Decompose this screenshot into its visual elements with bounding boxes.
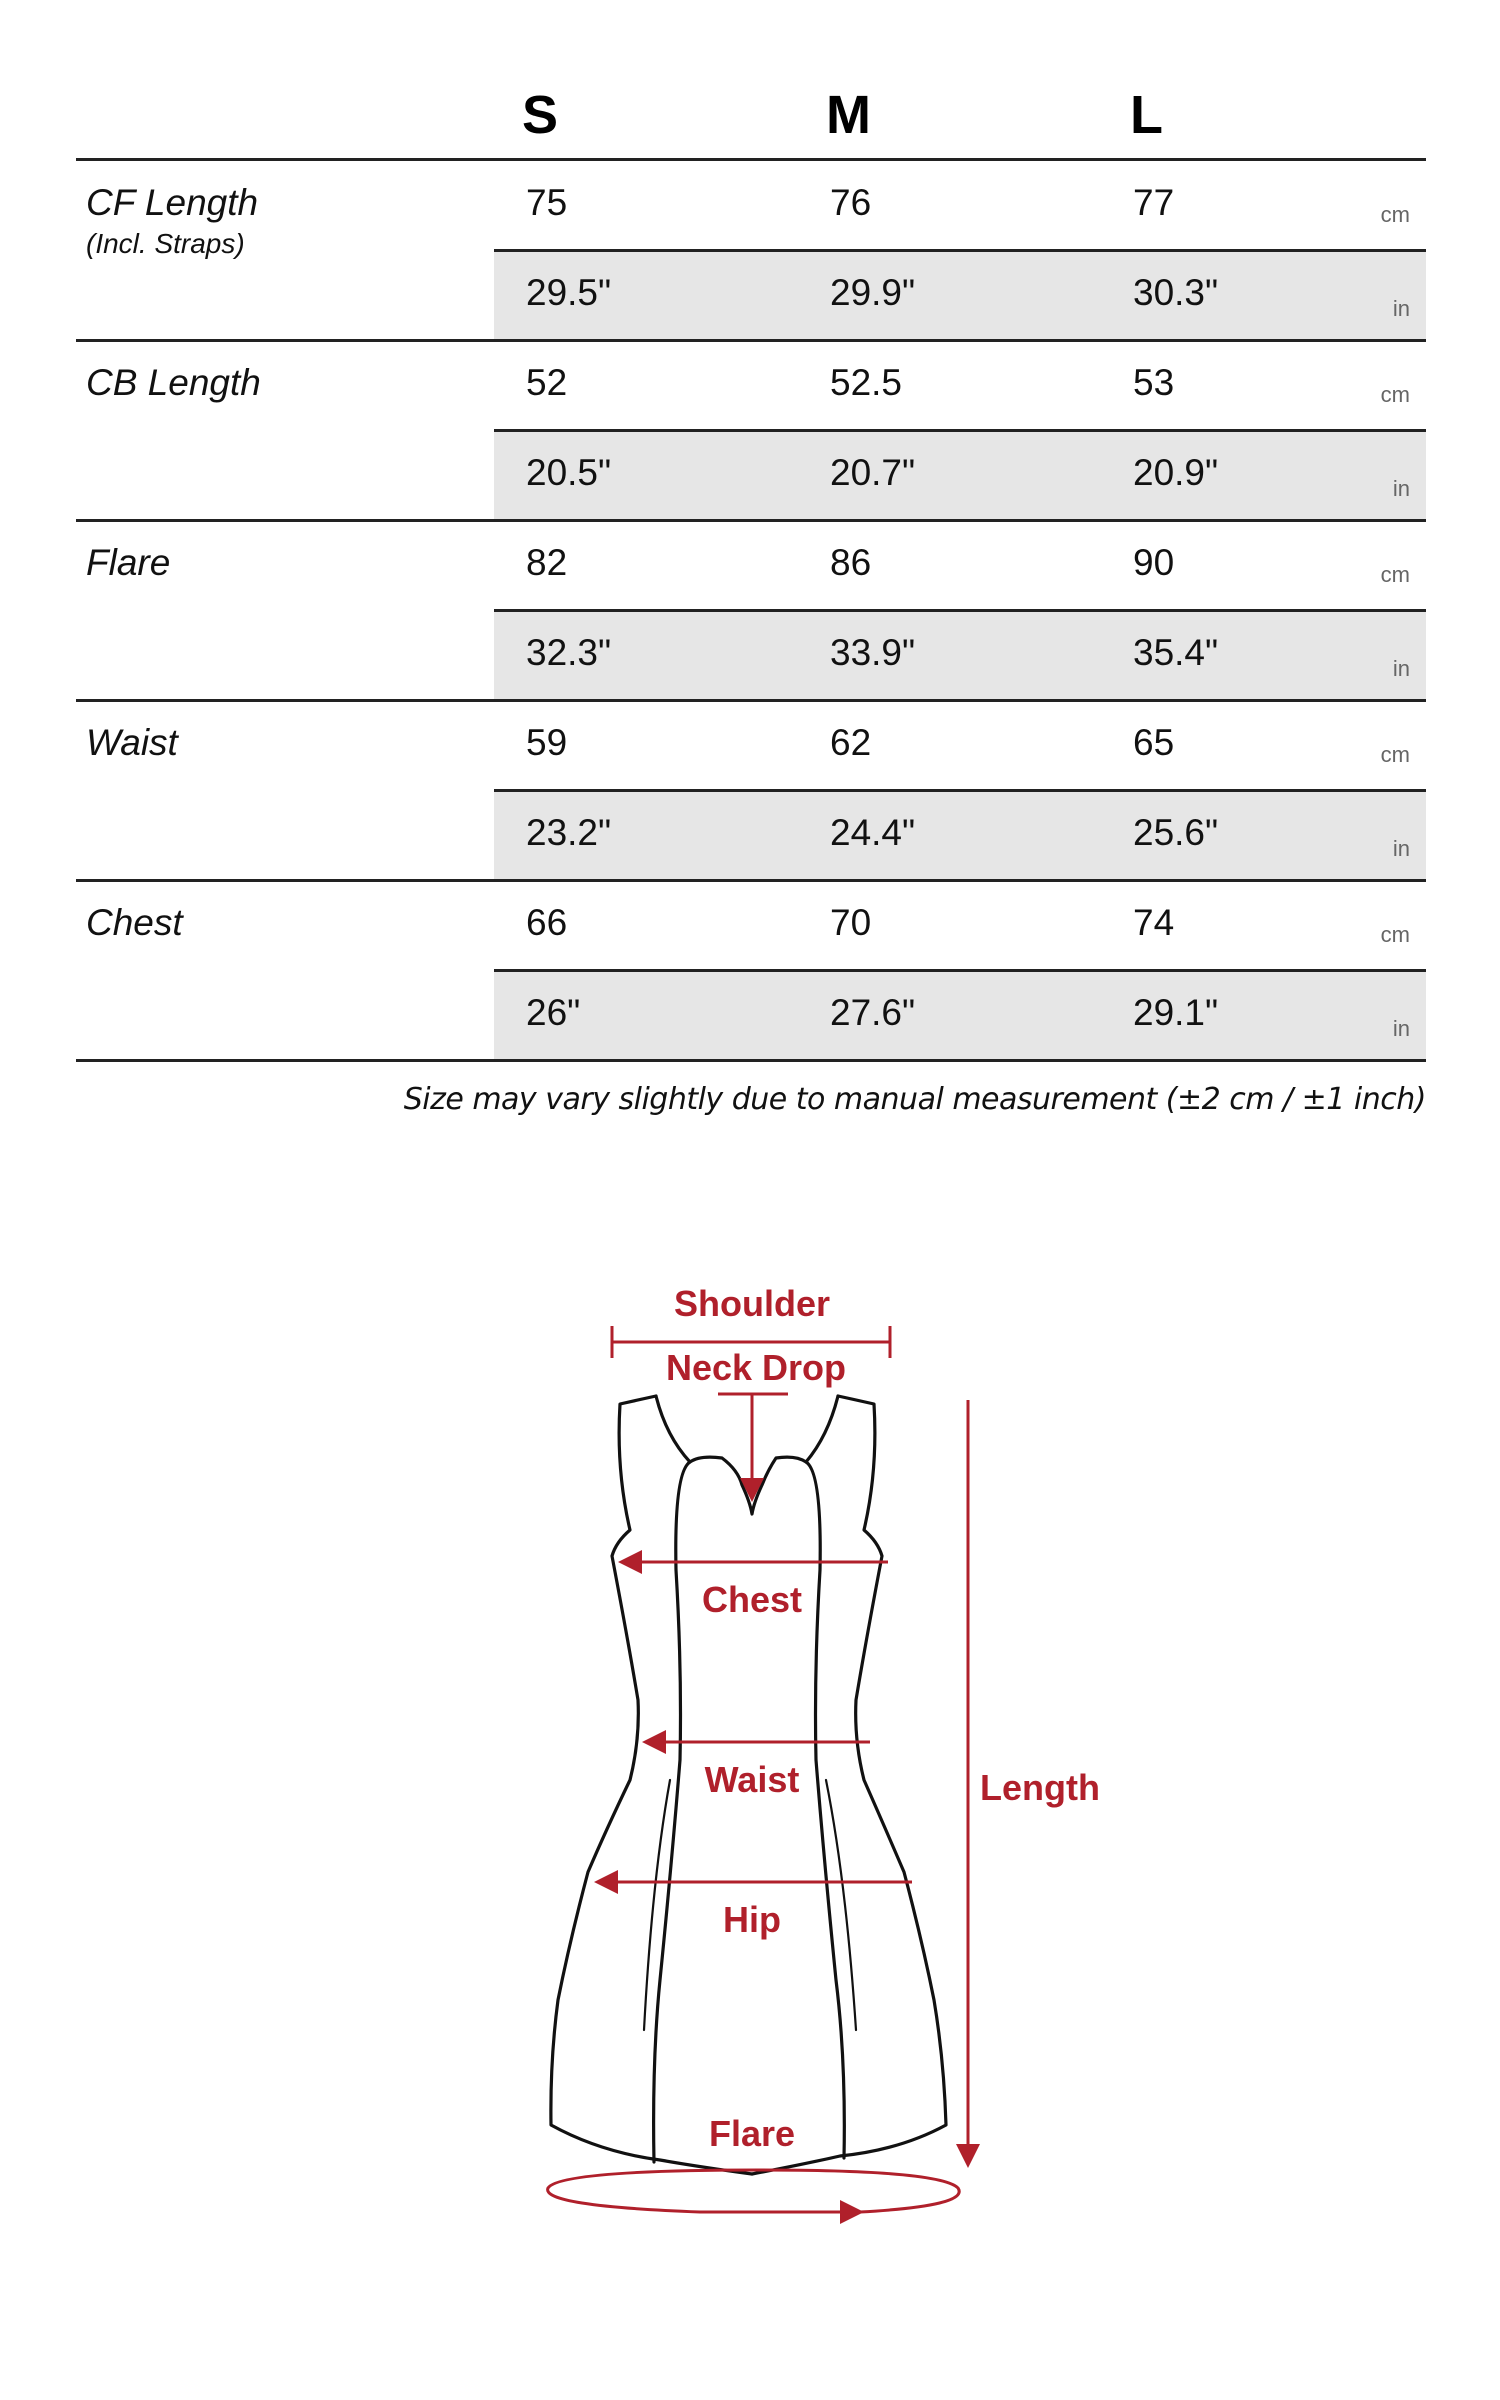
value-in-m: 24.4" xyxy=(830,812,916,853)
chest-label: Chest xyxy=(701,1579,803,1620)
row-inner-divider xyxy=(494,789,1426,792)
neck-drop-label: Neck Drop xyxy=(665,1347,847,1388)
hip-label: Hip xyxy=(723,1899,781,1940)
dress-neckline xyxy=(656,1396,838,1514)
row-inner-divider xyxy=(494,249,1426,252)
size-header-s: S xyxy=(522,85,559,145)
unit-label-cm: cm xyxy=(1380,922,1410,947)
unit-label-cm: cm xyxy=(1380,562,1410,587)
value-in-s: 29.5" xyxy=(526,272,612,313)
value-cm-l: 77 xyxy=(1133,182,1175,223)
unit-label-cm: cm xyxy=(1380,742,1410,767)
measurement-label: Chest xyxy=(86,902,183,943)
value-cm-m: 70 xyxy=(830,902,872,943)
value-in-m: 33.9" xyxy=(830,632,916,673)
row-divider xyxy=(76,519,1426,522)
unit-label-cm: cm xyxy=(1380,382,1410,407)
value-cm-s: 75 xyxy=(526,182,568,223)
value-in-s: 26" xyxy=(526,992,581,1033)
value-in-l: 29.1" xyxy=(1133,992,1219,1033)
inch-row-shade xyxy=(494,970,1426,1060)
dress-diagram xyxy=(0,1240,1500,2280)
inch-row-shade xyxy=(494,790,1426,880)
value-cm-l: 65 xyxy=(1133,722,1175,763)
waist-label: Waist xyxy=(704,1759,800,1800)
row-divider xyxy=(76,1059,1426,1062)
value-in-l: 25.6" xyxy=(1133,812,1219,853)
value-in-m: 27.6" xyxy=(830,992,916,1033)
row-inner-divider xyxy=(494,609,1426,612)
value-cm-l: 53 xyxy=(1133,362,1175,403)
unit-label-in: in xyxy=(1392,476,1410,501)
table-top-divider xyxy=(76,158,1426,161)
unit-label-in: in xyxy=(1392,1016,1410,1041)
value-in-m: 20.7" xyxy=(830,452,916,493)
value-in-s: 23.2" xyxy=(526,812,612,853)
length-label: Length xyxy=(980,1767,1100,1808)
unit-label-in: in xyxy=(1392,656,1410,681)
value-cm-m: 52.5 xyxy=(830,362,903,403)
value-cm-s: 66 xyxy=(526,902,568,943)
unit-label-cm: cm xyxy=(1380,202,1410,227)
flare-ellipse xyxy=(548,2170,960,2212)
value-in-m: 29.9" xyxy=(830,272,916,313)
unit-label-in: in xyxy=(1392,836,1410,861)
value-cm-m: 76 xyxy=(830,182,872,223)
row-divider xyxy=(76,699,1426,702)
dress-front-panel-left xyxy=(654,1462,690,2162)
row-inner-divider xyxy=(494,969,1426,972)
value-cm-s: 52 xyxy=(526,362,568,403)
value-cm-m: 62 xyxy=(830,722,872,763)
shoulder-label: Shoulder xyxy=(673,1283,831,1324)
dress-front-panel-right xyxy=(806,1462,844,2158)
measurement-label: CF Length xyxy=(86,182,259,223)
value-cm-s: 59 xyxy=(526,722,568,763)
value-cm-l: 74 xyxy=(1133,902,1175,943)
measurement-sublabel: (Incl. Straps) xyxy=(86,228,245,259)
value-in-l: 35.4" xyxy=(1133,632,1219,673)
value-cm-m: 86 xyxy=(830,542,872,583)
measurement-label: Flare xyxy=(86,542,171,583)
row-divider xyxy=(76,879,1426,882)
inch-row-shade xyxy=(494,610,1426,700)
flare-label: Flare xyxy=(708,2113,796,2154)
measurement-label: Waist xyxy=(86,722,178,763)
dress-seam-right xyxy=(826,1780,856,2030)
row-inner-divider xyxy=(494,429,1426,432)
value-cm-s: 82 xyxy=(526,542,568,583)
row-divider xyxy=(76,339,1426,342)
size-header-m: M xyxy=(826,85,871,145)
size-header-l: L xyxy=(1130,85,1163,145)
value-in-s: 20.5" xyxy=(526,452,612,493)
measurement-note: Size may vary slightly due to manual measurement (±2 cm / ±1 inch) xyxy=(403,1082,1426,1117)
inch-row-shade xyxy=(494,430,1426,520)
unit-label-in: in xyxy=(1392,296,1410,321)
value-cm-l: 90 xyxy=(1133,542,1175,583)
measurement-label: CB Length xyxy=(86,362,261,403)
value-in-s: 32.3" xyxy=(526,632,612,673)
value-in-l: 20.9" xyxy=(1133,452,1219,493)
inch-row-shade xyxy=(494,250,1426,340)
neck-drop-arrow xyxy=(718,1394,788,1496)
value-in-l: 30.3" xyxy=(1133,272,1219,313)
